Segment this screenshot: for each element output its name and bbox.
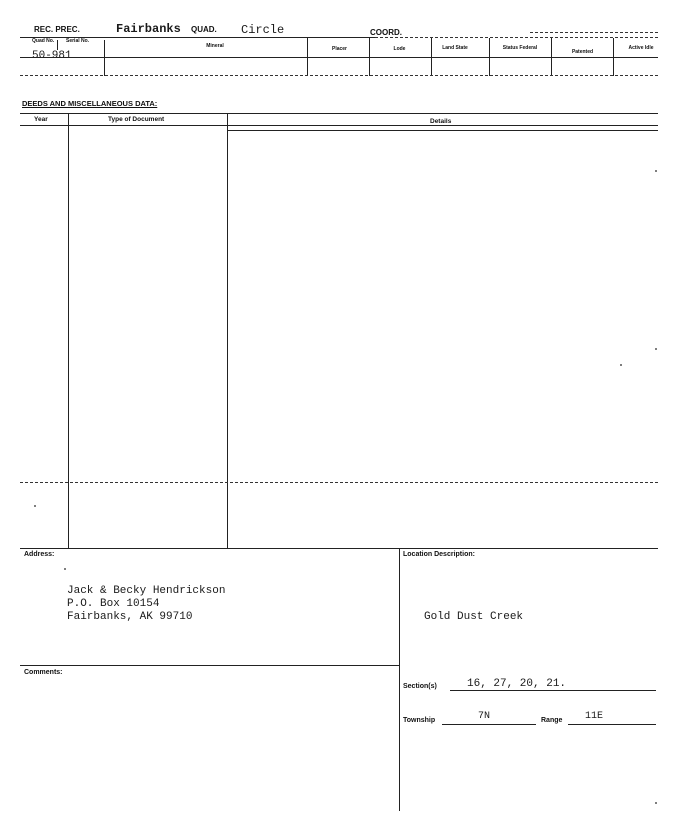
header-mid-line [20,57,658,58]
header-top-dashed [530,32,658,33]
divider [57,40,58,50]
col-placer: Placer [331,46,347,52]
sections-value: 16, 27, 20, 21. [467,678,567,690]
range-label: Range [541,717,563,724]
col-year: Year [34,116,48,123]
location-label: Location Description: [403,551,475,558]
rec-prec-label: REC. PREC. [34,25,80,34]
quad-label: QUAD. [191,25,217,34]
speck [34,505,36,507]
col-active-idle: Active Idle [628,45,654,51]
deeds-dashed-line [20,482,658,483]
divider [104,40,105,76]
col-details: Details [430,118,452,125]
comments-label: Comments: [24,669,63,676]
deeds-header-line [20,125,658,126]
col-mineral: Mineral [206,43,224,49]
header-line-dashed [375,37,658,38]
col-patented: Patented [571,49,594,55]
col-serial-no: Serial No. [66,38,90,44]
quad-value: Circle [241,23,285,37]
sections-underline [450,690,656,691]
col-quad-no: Quad No. [32,38,55,44]
deeds-title: DEEDS AND MISCELLANEOUS DATA: [22,99,158,108]
range-underline [568,724,656,725]
divider [369,38,370,76]
speck [655,802,657,804]
township-value: 7N [478,711,491,722]
deeds-top-line [20,113,658,114]
divider [307,38,308,76]
header-bottom-dashed [20,75,658,76]
location-value: Gold Dust Creek [424,611,524,623]
address-line-3: Fairbanks, AK 99710 [67,611,193,623]
address-bottom-line [20,665,399,666]
township-underline [442,724,536,725]
col-status-federal: Status Federal [502,45,538,51]
deeds-bottom-line [20,548,658,549]
col-lode: Lode [393,46,406,52]
record-no: 50-981 [32,50,72,62]
col-land-state: Land State [442,45,468,51]
speck [655,348,657,350]
speck [655,170,657,172]
rec-prec-value: Fairbanks [116,22,181,36]
speck [620,364,622,366]
divider [489,38,490,76]
coord-label: COORD. [370,28,402,37]
sections-label: Section(s) [403,683,437,690]
divider [551,38,552,76]
col-type-of-document: Type of Document [108,116,165,123]
township-label: Township [403,717,436,724]
address-label: Address: [24,551,55,558]
divider [431,38,432,76]
details-subline [228,130,658,131]
range-value: 11E [585,711,604,722]
divider [613,38,614,76]
speck [64,568,66,570]
address-line-1: Jack & Becky Hendrickson [67,585,226,597]
address-line-2: P.O. Box 10154 [67,598,160,610]
address-location-divider [399,548,400,811]
